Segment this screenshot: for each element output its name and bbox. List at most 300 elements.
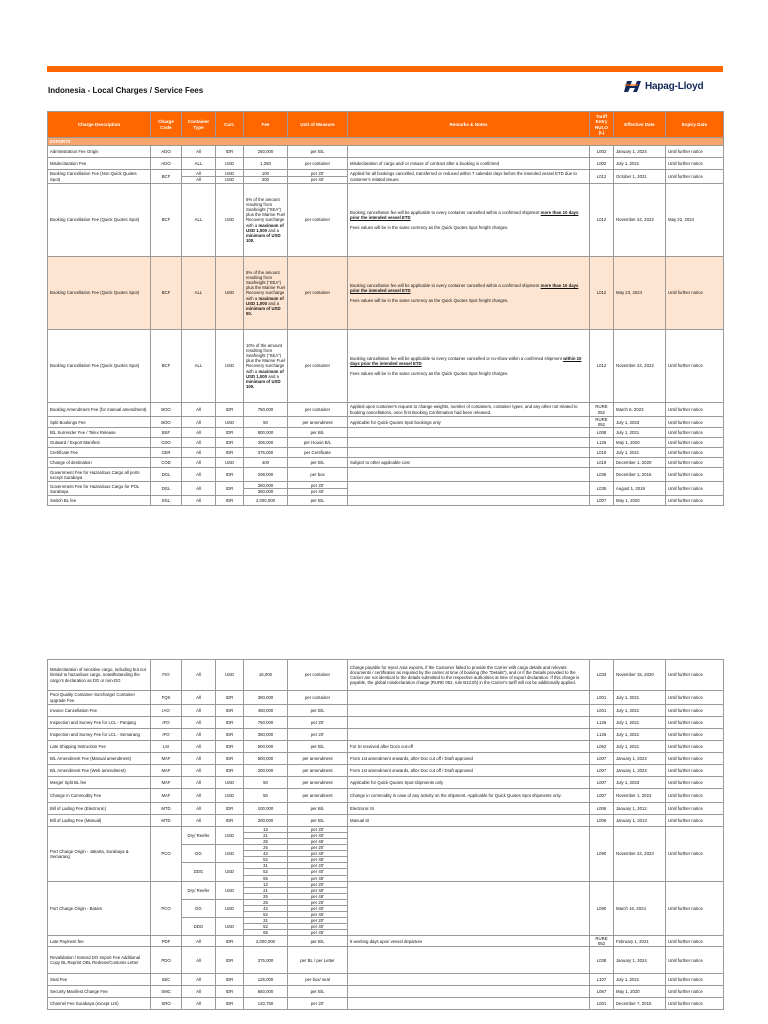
cell: B/L Amendment Fee (Manual amendment) bbox=[48, 753, 151, 765]
table-row bbox=[48, 974, 724, 986]
table-row bbox=[48, 660, 724, 691]
sub-cell: per 20' bbox=[310, 881, 324, 887]
cell: 350,000 bbox=[244, 691, 288, 705]
cell bbox=[244, 482, 288, 496]
sub-cell: per 20' bbox=[310, 899, 324, 905]
cell: January 1, 2023 bbox=[614, 753, 666, 765]
cell: Pool Quality Container Surcharge/ Container upgrade Fee bbox=[48, 691, 151, 705]
cell: per B/L bbox=[288, 458, 348, 468]
cell: per container bbox=[288, 158, 348, 170]
cell: L007 bbox=[590, 753, 614, 765]
cell: per House B/L bbox=[288, 438, 348, 448]
text: 10% of the amount resulting from Seafreight (“SEA”) plus the Marine Fuel Recovery surcharge with a bbox=[246, 343, 285, 374]
cell: per amendment bbox=[288, 789, 348, 803]
cell: Port Charge Origin - Batam bbox=[48, 881, 151, 936]
cell bbox=[216, 170, 244, 184]
cell: MTD bbox=[151, 815, 182, 827]
cell: MAF bbox=[151, 777, 182, 789]
cell: BOO bbox=[151, 417, 182, 428]
cell bbox=[348, 468, 590, 482]
cell: ALL bbox=[182, 257, 216, 330]
sub-cell: 65 bbox=[244, 875, 287, 881]
text: maximum of USD 1,000 bbox=[246, 368, 284, 379]
sub-cell: per 20' bbox=[310, 845, 324, 851]
table-row bbox=[48, 936, 724, 947]
sub-cell: 65 bbox=[244, 929, 287, 935]
cell: July 1, 2021 bbox=[614, 729, 666, 741]
sub-cell: 31 bbox=[263, 917, 268, 923]
sub-cell: 25 bbox=[263, 845, 268, 851]
sub-cell: 25 bbox=[263, 899, 268, 905]
cell: L007 bbox=[590, 777, 614, 789]
cell: Outward / Export Manifest bbox=[48, 438, 151, 448]
cell: Administration Fee Origin bbox=[48, 146, 151, 158]
sub-cell: 25 bbox=[244, 838, 287, 844]
cell: 750,000 bbox=[244, 717, 288, 729]
cell: From 1st amendment onwards, after Doc cut off / Draft approved bbox=[348, 765, 590, 777]
table-row bbox=[48, 158, 724, 170]
table-row bbox=[48, 458, 724, 468]
cell: 800,000 bbox=[244, 428, 288, 438]
text: and a bbox=[268, 373, 279, 379]
cell: Until further notice bbox=[666, 158, 724, 170]
sub-cell: per 40' bbox=[288, 905, 347, 911]
cell: February 1, 2021 bbox=[614, 936, 666, 947]
cell: Until further notice bbox=[666, 789, 724, 803]
cell: BCF bbox=[151, 184, 182, 257]
cell: January 1, 2024 bbox=[614, 146, 666, 158]
cell: All bbox=[182, 496, 216, 506]
cell: L007 bbox=[590, 765, 614, 777]
cell: per Certificate bbox=[288, 448, 348, 458]
cell bbox=[244, 881, 288, 899]
cell: IFO bbox=[151, 717, 182, 729]
cell: All bbox=[182, 660, 216, 691]
cell: All bbox=[182, 428, 216, 438]
cell: per B/L bbox=[288, 705, 348, 717]
table-row bbox=[48, 947, 724, 974]
cell: May 1, 2020 bbox=[614, 438, 666, 448]
cell: All bbox=[182, 803, 216, 815]
cell: ESL bbox=[151, 496, 182, 506]
table-row bbox=[48, 741, 724, 753]
cell: L067 bbox=[590, 986, 614, 998]
table-row bbox=[48, 438, 724, 448]
cell: ALL bbox=[182, 184, 216, 257]
cell: per BL / per Letter bbox=[288, 947, 348, 974]
cell: per B/L bbox=[288, 815, 348, 827]
cell bbox=[288, 899, 348, 917]
cell: per container bbox=[288, 403, 348, 417]
cell: FIO bbox=[151, 660, 182, 691]
cell: Until further notice bbox=[666, 428, 724, 438]
cell: All bbox=[182, 947, 216, 974]
cell: per amendment bbox=[288, 417, 348, 428]
cell: 500,000 bbox=[244, 741, 288, 753]
cell: Until further notice bbox=[666, 717, 724, 729]
cell: Government Fee for Hazardous Cargo for POL Surabaya bbox=[48, 482, 151, 496]
cell: Until further notice bbox=[666, 881, 724, 936]
sub-cell: per 40' bbox=[288, 832, 347, 838]
cell: May 1, 2020 bbox=[614, 986, 666, 998]
text: Fees values will be in the same currency as the Quick Quotes Spot freight charges. bbox=[350, 225, 509, 231]
cell: Until further notice bbox=[666, 947, 724, 974]
cell: BCF bbox=[151, 330, 182, 403]
cell: DGL bbox=[151, 482, 182, 496]
cell: Booking Cancellation Fee (Quick Quotes Spot) bbox=[48, 330, 151, 403]
cell: Misdeclaration Fee bbox=[48, 158, 151, 170]
cell: USD bbox=[216, 899, 244, 917]
cell: All bbox=[182, 717, 216, 729]
cell bbox=[288, 881, 348, 899]
cell: October 1, 2021 bbox=[614, 170, 666, 184]
cell: 375,000 bbox=[244, 448, 288, 458]
cell bbox=[288, 845, 348, 863]
col-fee: Fee bbox=[244, 112, 288, 138]
cell: PDF bbox=[151, 936, 182, 947]
table-row bbox=[48, 765, 724, 777]
cell: per container bbox=[288, 691, 348, 705]
hapag-lloyd-logo-icon bbox=[624, 80, 641, 93]
table-row bbox=[48, 827, 724, 845]
cell: CER bbox=[151, 448, 182, 458]
cell: All bbox=[182, 815, 216, 827]
cell: L008 bbox=[590, 428, 614, 438]
table-row bbox=[48, 717, 724, 729]
cell bbox=[348, 729, 590, 741]
cell: Bill of Lading Fee (Manual) bbox=[48, 815, 151, 827]
cell bbox=[182, 170, 216, 184]
cell: B/L Amendment Fee (Web amendment) bbox=[48, 765, 151, 777]
cell: IDR bbox=[216, 717, 244, 729]
sub-cell: per 45' bbox=[288, 838, 347, 844]
table-row bbox=[48, 146, 724, 158]
cell: Until further notice bbox=[666, 986, 724, 998]
cell: Until further notice bbox=[666, 936, 724, 947]
cell: BCF bbox=[151, 257, 182, 330]
col-unit-of-measure: Unit of Measure bbox=[288, 112, 348, 138]
cell bbox=[348, 691, 590, 705]
cell: Government Fee for Hazardous Cargo all ports except Surabaya bbox=[48, 468, 151, 482]
cell: Until further notice bbox=[666, 146, 724, 158]
cell: IDR bbox=[216, 803, 244, 815]
cell: L062 bbox=[590, 741, 614, 753]
cell: Bill of Lading Fee (Electronic) bbox=[48, 803, 151, 815]
cell: L033 bbox=[590, 660, 614, 691]
cell: DDG bbox=[182, 863, 216, 881]
cell: For SI received after Docs cut-off bbox=[348, 741, 590, 753]
cell: All bbox=[182, 705, 216, 717]
cell bbox=[348, 717, 590, 729]
cell: Late Payment fee bbox=[48, 936, 151, 947]
cell: RURE 052 bbox=[590, 417, 614, 428]
cell: July 1, 2023 bbox=[614, 417, 666, 428]
cell: L126 bbox=[590, 438, 614, 448]
text: minimum of USD 100. bbox=[246, 232, 281, 243]
cell bbox=[244, 827, 288, 845]
text: and a bbox=[268, 227, 279, 233]
cell: per B/L bbox=[288, 146, 348, 158]
cell: per box bbox=[288, 468, 348, 482]
col-container-type: Container Type bbox=[182, 112, 216, 138]
cell bbox=[288, 170, 348, 184]
cell: per B/L bbox=[288, 986, 348, 998]
cell: 306,000 bbox=[244, 438, 288, 448]
table-row bbox=[48, 753, 724, 765]
cell bbox=[348, 827, 590, 882]
cell: Until further notice bbox=[666, 998, 724, 1010]
sub-cell: per 40' bbox=[288, 887, 347, 893]
cell: 125,000 bbox=[244, 974, 288, 986]
sub-cell: 42 bbox=[244, 850, 287, 856]
cell: Until further notice bbox=[666, 482, 724, 496]
cell bbox=[348, 428, 590, 438]
cell: Port Charge Origin - Jakarta, Surabaya & Semarang bbox=[48, 827, 151, 882]
cell bbox=[288, 863, 348, 881]
col-expiry-date: Expiry Date bbox=[666, 112, 724, 138]
cell bbox=[348, 330, 590, 403]
cell bbox=[244, 845, 288, 863]
cell: L018 bbox=[590, 448, 614, 458]
cell: Seal Fee bbox=[48, 974, 151, 986]
cell: USD bbox=[216, 660, 244, 691]
cell: MAF bbox=[151, 765, 182, 777]
cell: Applied upon customer's request to change weights, number of containers, container types, and any other not related to booking cancellations, once first Booking Confirmation had been released. bbox=[348, 403, 590, 417]
cell: November 15, 2020 bbox=[614, 660, 666, 691]
cell: L107 bbox=[590, 974, 614, 986]
cell: ADO bbox=[151, 146, 182, 158]
cell: July 1, 2023 bbox=[614, 777, 666, 789]
section-exports: EXPORTS bbox=[48, 138, 724, 146]
cell: All bbox=[182, 741, 216, 753]
cell: IDR bbox=[216, 974, 244, 986]
sub-cell: 52 bbox=[244, 856, 287, 862]
sub-cell: 350,000 bbox=[244, 488, 287, 494]
cell: USD bbox=[216, 330, 244, 403]
cell: L126 bbox=[590, 729, 614, 741]
cell: 450,000 bbox=[244, 705, 288, 717]
cell: DG bbox=[182, 845, 216, 863]
sub-cell: per 45' bbox=[288, 929, 347, 935]
cell: May 22, 2024 bbox=[666, 184, 724, 257]
cell: December 1, 2016 bbox=[614, 468, 666, 482]
cell: 400 bbox=[244, 458, 288, 468]
cell: RURE 052 bbox=[590, 403, 614, 417]
cell bbox=[288, 827, 348, 845]
cell: 375,000 bbox=[244, 947, 288, 974]
cell: IDR bbox=[216, 496, 244, 506]
cell: 2,000,000 bbox=[244, 496, 288, 506]
cell: July 1, 2021 bbox=[614, 717, 666, 729]
table-row bbox=[48, 881, 724, 899]
cell: Booking Cancellation Fee (Quick Quotes Spot) bbox=[48, 257, 151, 330]
cell: 15,000 bbox=[244, 660, 288, 691]
cell: FQS bbox=[151, 691, 182, 705]
cell: per B/L bbox=[288, 428, 348, 438]
cell: IDR bbox=[216, 998, 244, 1010]
cell: IDR bbox=[216, 765, 244, 777]
table-row bbox=[48, 496, 724, 506]
cell: Late Shipping Instruction Fee bbox=[48, 741, 151, 753]
sub-cell: 200 bbox=[244, 176, 287, 182]
cell bbox=[348, 448, 590, 458]
cell: per 20' bbox=[288, 717, 348, 729]
cell: DDG bbox=[182, 917, 216, 935]
cell: L019 bbox=[590, 458, 614, 468]
cell: Electronic SI bbox=[348, 803, 590, 815]
cell: November 24, 2023 bbox=[614, 827, 666, 882]
cell: L038 bbox=[590, 947, 614, 974]
col-charge-description: Charge Description bbox=[48, 112, 151, 138]
text: maximum of USD 1,000 bbox=[246, 222, 284, 233]
cell: Until further notice bbox=[666, 458, 724, 468]
cell: IDR bbox=[216, 729, 244, 741]
cell: Security Manifest Change Fee bbox=[48, 986, 151, 998]
cell: IDR bbox=[216, 705, 244, 717]
cell: July 1, 2021 bbox=[614, 428, 666, 438]
cell: Split Bookings Fee bbox=[48, 417, 151, 428]
cell: ALL bbox=[182, 330, 216, 403]
cell: Until further notice bbox=[666, 815, 724, 827]
cell: IDR bbox=[216, 468, 244, 482]
cell: per container bbox=[288, 330, 348, 403]
cell: 200,000 bbox=[244, 815, 288, 827]
cell: USD bbox=[216, 917, 244, 935]
cell: 50 bbox=[244, 417, 288, 428]
cell: L126 bbox=[590, 717, 614, 729]
table-row bbox=[48, 705, 724, 717]
cell: per box/ seal bbox=[288, 974, 348, 986]
cell: IDR bbox=[216, 741, 244, 753]
cell: Until further notice bbox=[666, 974, 724, 986]
cell: 5 working days upon vessel departure bbox=[348, 936, 590, 947]
cell: COD bbox=[151, 458, 182, 468]
cell: PCO bbox=[151, 827, 182, 882]
cell: Until further notice bbox=[666, 777, 724, 789]
cell: per 20' bbox=[288, 729, 348, 741]
cell: All bbox=[182, 753, 216, 765]
cell: Subject to other applicable cost bbox=[348, 458, 590, 468]
cell: USD bbox=[216, 789, 244, 803]
cell: July 1, 2021 bbox=[614, 448, 666, 458]
cell: All bbox=[182, 438, 216, 448]
cell: IDR bbox=[216, 448, 244, 458]
table-row bbox=[48, 184, 724, 257]
header-accent-bar bbox=[47, 66, 723, 72]
cell: Until further notice bbox=[666, 417, 724, 428]
table-row bbox=[48, 330, 724, 403]
cell: May 1, 2020 bbox=[614, 496, 666, 506]
cell bbox=[244, 184, 288, 257]
cell: 650,000 bbox=[244, 986, 288, 998]
cell: IAO bbox=[151, 705, 182, 717]
table-row bbox=[48, 815, 724, 827]
cell: CDO bbox=[151, 438, 182, 448]
cell: USD bbox=[216, 845, 244, 863]
table-row bbox=[48, 417, 724, 428]
text: within 10 days prior the intended vessel ETD bbox=[350, 355, 582, 366]
cell: All bbox=[182, 986, 216, 998]
col-currency: Curr. bbox=[216, 112, 244, 138]
col-effective-date: Effective Date bbox=[614, 112, 666, 138]
cell bbox=[348, 881, 590, 936]
table-row bbox=[48, 403, 724, 417]
cell: Dry/ Reefer bbox=[182, 881, 216, 899]
cell: July 1, 2021 bbox=[614, 691, 666, 705]
table-row bbox=[48, 789, 724, 803]
cell: 208,000 bbox=[244, 468, 288, 482]
sub-cell: per 40' bbox=[288, 176, 347, 182]
cell: USD bbox=[216, 158, 244, 170]
cell: IDR bbox=[216, 438, 244, 448]
cell: July 1, 2021 bbox=[614, 974, 666, 986]
sub-cell: 52 bbox=[244, 923, 287, 929]
sub-cell: 52 bbox=[244, 868, 287, 874]
cell: Until further notice bbox=[666, 729, 724, 741]
cell: Merge/ Split BL fee bbox=[48, 777, 151, 789]
cell: IDR bbox=[216, 146, 244, 158]
cell: Channel Fee Surabaya (except LIS) bbox=[48, 998, 151, 1010]
cell bbox=[348, 947, 590, 974]
text: Booking cancellation fee will be applicable to every container cancelled within a confirmed shipment bbox=[350, 282, 540, 288]
cell: January 1, 2012 bbox=[614, 803, 666, 815]
cell: per B/L bbox=[288, 496, 348, 506]
cell: Booking Cancellation Fee (Non Quick Quotes Spot) bbox=[48, 170, 151, 184]
cell: Dry/ Reefer bbox=[182, 827, 216, 845]
sub-cell: 31 bbox=[263, 863, 268, 869]
cell bbox=[348, 496, 590, 506]
sub-cell: USD bbox=[224, 170, 235, 176]
cell: L012 bbox=[590, 257, 614, 330]
sub-cell: All bbox=[196, 170, 201, 176]
cell: IFO bbox=[151, 729, 182, 741]
cell bbox=[244, 257, 288, 330]
cell bbox=[348, 482, 590, 496]
cell: Revalidation / Extend DO Import Fee Additional Copy BL Reprint OBL Redress/Customs Letter bbox=[48, 947, 151, 974]
cell: Until further notice bbox=[666, 468, 724, 482]
cell: USD bbox=[216, 881, 244, 899]
cell: All bbox=[182, 458, 216, 468]
cell: 50 bbox=[244, 789, 288, 803]
cell: per container bbox=[288, 660, 348, 691]
cell: L001 bbox=[590, 705, 614, 717]
cell: All bbox=[182, 468, 216, 482]
sub-cell: 350,000 bbox=[257, 483, 274, 489]
text: and a bbox=[268, 300, 279, 306]
text: minimum of USD 50. bbox=[246, 305, 281, 316]
cell bbox=[348, 438, 590, 448]
cell bbox=[244, 917, 288, 935]
cell: Until further notice bbox=[666, 741, 724, 753]
cell: L001 bbox=[590, 691, 614, 705]
cell: LSI bbox=[151, 741, 182, 753]
cell: Change of destination bbox=[48, 458, 151, 468]
table-row bbox=[48, 803, 724, 815]
table-row bbox=[48, 428, 724, 438]
cell: 50 bbox=[244, 777, 288, 789]
cell: All bbox=[182, 403, 216, 417]
cell: IDR bbox=[216, 986, 244, 998]
cell: 1,250 bbox=[244, 158, 288, 170]
cell: July 1, 2021 bbox=[614, 741, 666, 753]
cell: December 1, 2020 bbox=[614, 458, 666, 468]
sub-cell: per 40' bbox=[288, 868, 347, 874]
sub-cell: per 20' bbox=[310, 827, 324, 832]
cell: per B/L bbox=[288, 803, 348, 815]
cell: USD bbox=[216, 458, 244, 468]
cell: Booking Cancellation Fee (Quick Quotes Spot) bbox=[48, 184, 151, 257]
cell: Until further notice bbox=[666, 438, 724, 448]
